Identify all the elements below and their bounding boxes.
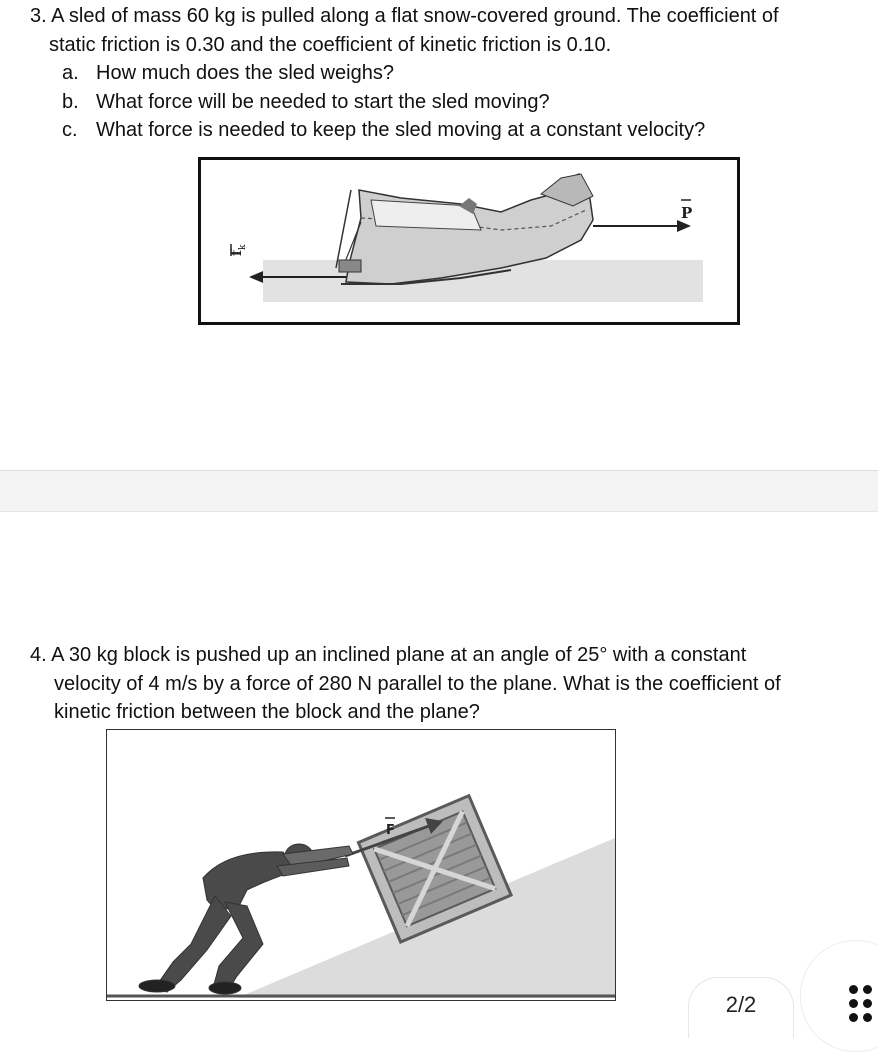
question-3 (30, 2, 860, 145)
friction-arrowhead (249, 271, 263, 283)
page-indicator-text: 2/2 (725, 992, 757, 1017)
part-label: c. (62, 119, 78, 141)
part-text: What force will be needed to start the sled moving? (96, 90, 550, 113)
page-indicator (688, 977, 794, 1038)
question-4-line-2: velocity of 4 m/s by a force of 280 N parallel to the plane. What is the coefficient of (54, 672, 781, 695)
force-label: F (386, 823, 395, 838)
friction-label (229, 244, 248, 256)
question-3-line-2: static friction is 0.30 and the coefficient of kinetic friction is 0.10. (49, 33, 612, 56)
page-separator (0, 470, 878, 512)
part-text: How much does the sled weighs? (96, 62, 394, 84)
incline-figure (106, 729, 616, 1001)
question-3-part-a (30, 59, 860, 88)
incline-diagram (107, 730, 615, 1000)
dots-grid-icon (849, 985, 878, 1025)
question-3-line-1: 3. A sled of mass 60 kg is pulled along a flat snow-covered ground. The coefficient of (30, 5, 779, 27)
part-label: a. (62, 62, 79, 84)
sled-figure (198, 157, 740, 325)
question-3-part-b (30, 88, 860, 117)
part-label: b. (62, 90, 79, 113)
sled-diagram (201, 160, 737, 322)
question-4 (30, 641, 860, 727)
pull-label: P (681, 204, 693, 222)
part-text: What force is needed to keep the sled moving at a constant velocity? (96, 119, 706, 141)
friction-label-text: f (229, 249, 245, 256)
question-4-line-3: kinetic friction between the block and the plane? (54, 701, 480, 723)
friction-label-subscript: k (238, 244, 248, 250)
question-4-line-1: 4. A 30 kg block is pushed up an inclined plane at an angle of 25° with a constant (30, 644, 747, 666)
question-3-part-c (30, 116, 860, 145)
menu-button[interactable] (800, 940, 878, 1052)
